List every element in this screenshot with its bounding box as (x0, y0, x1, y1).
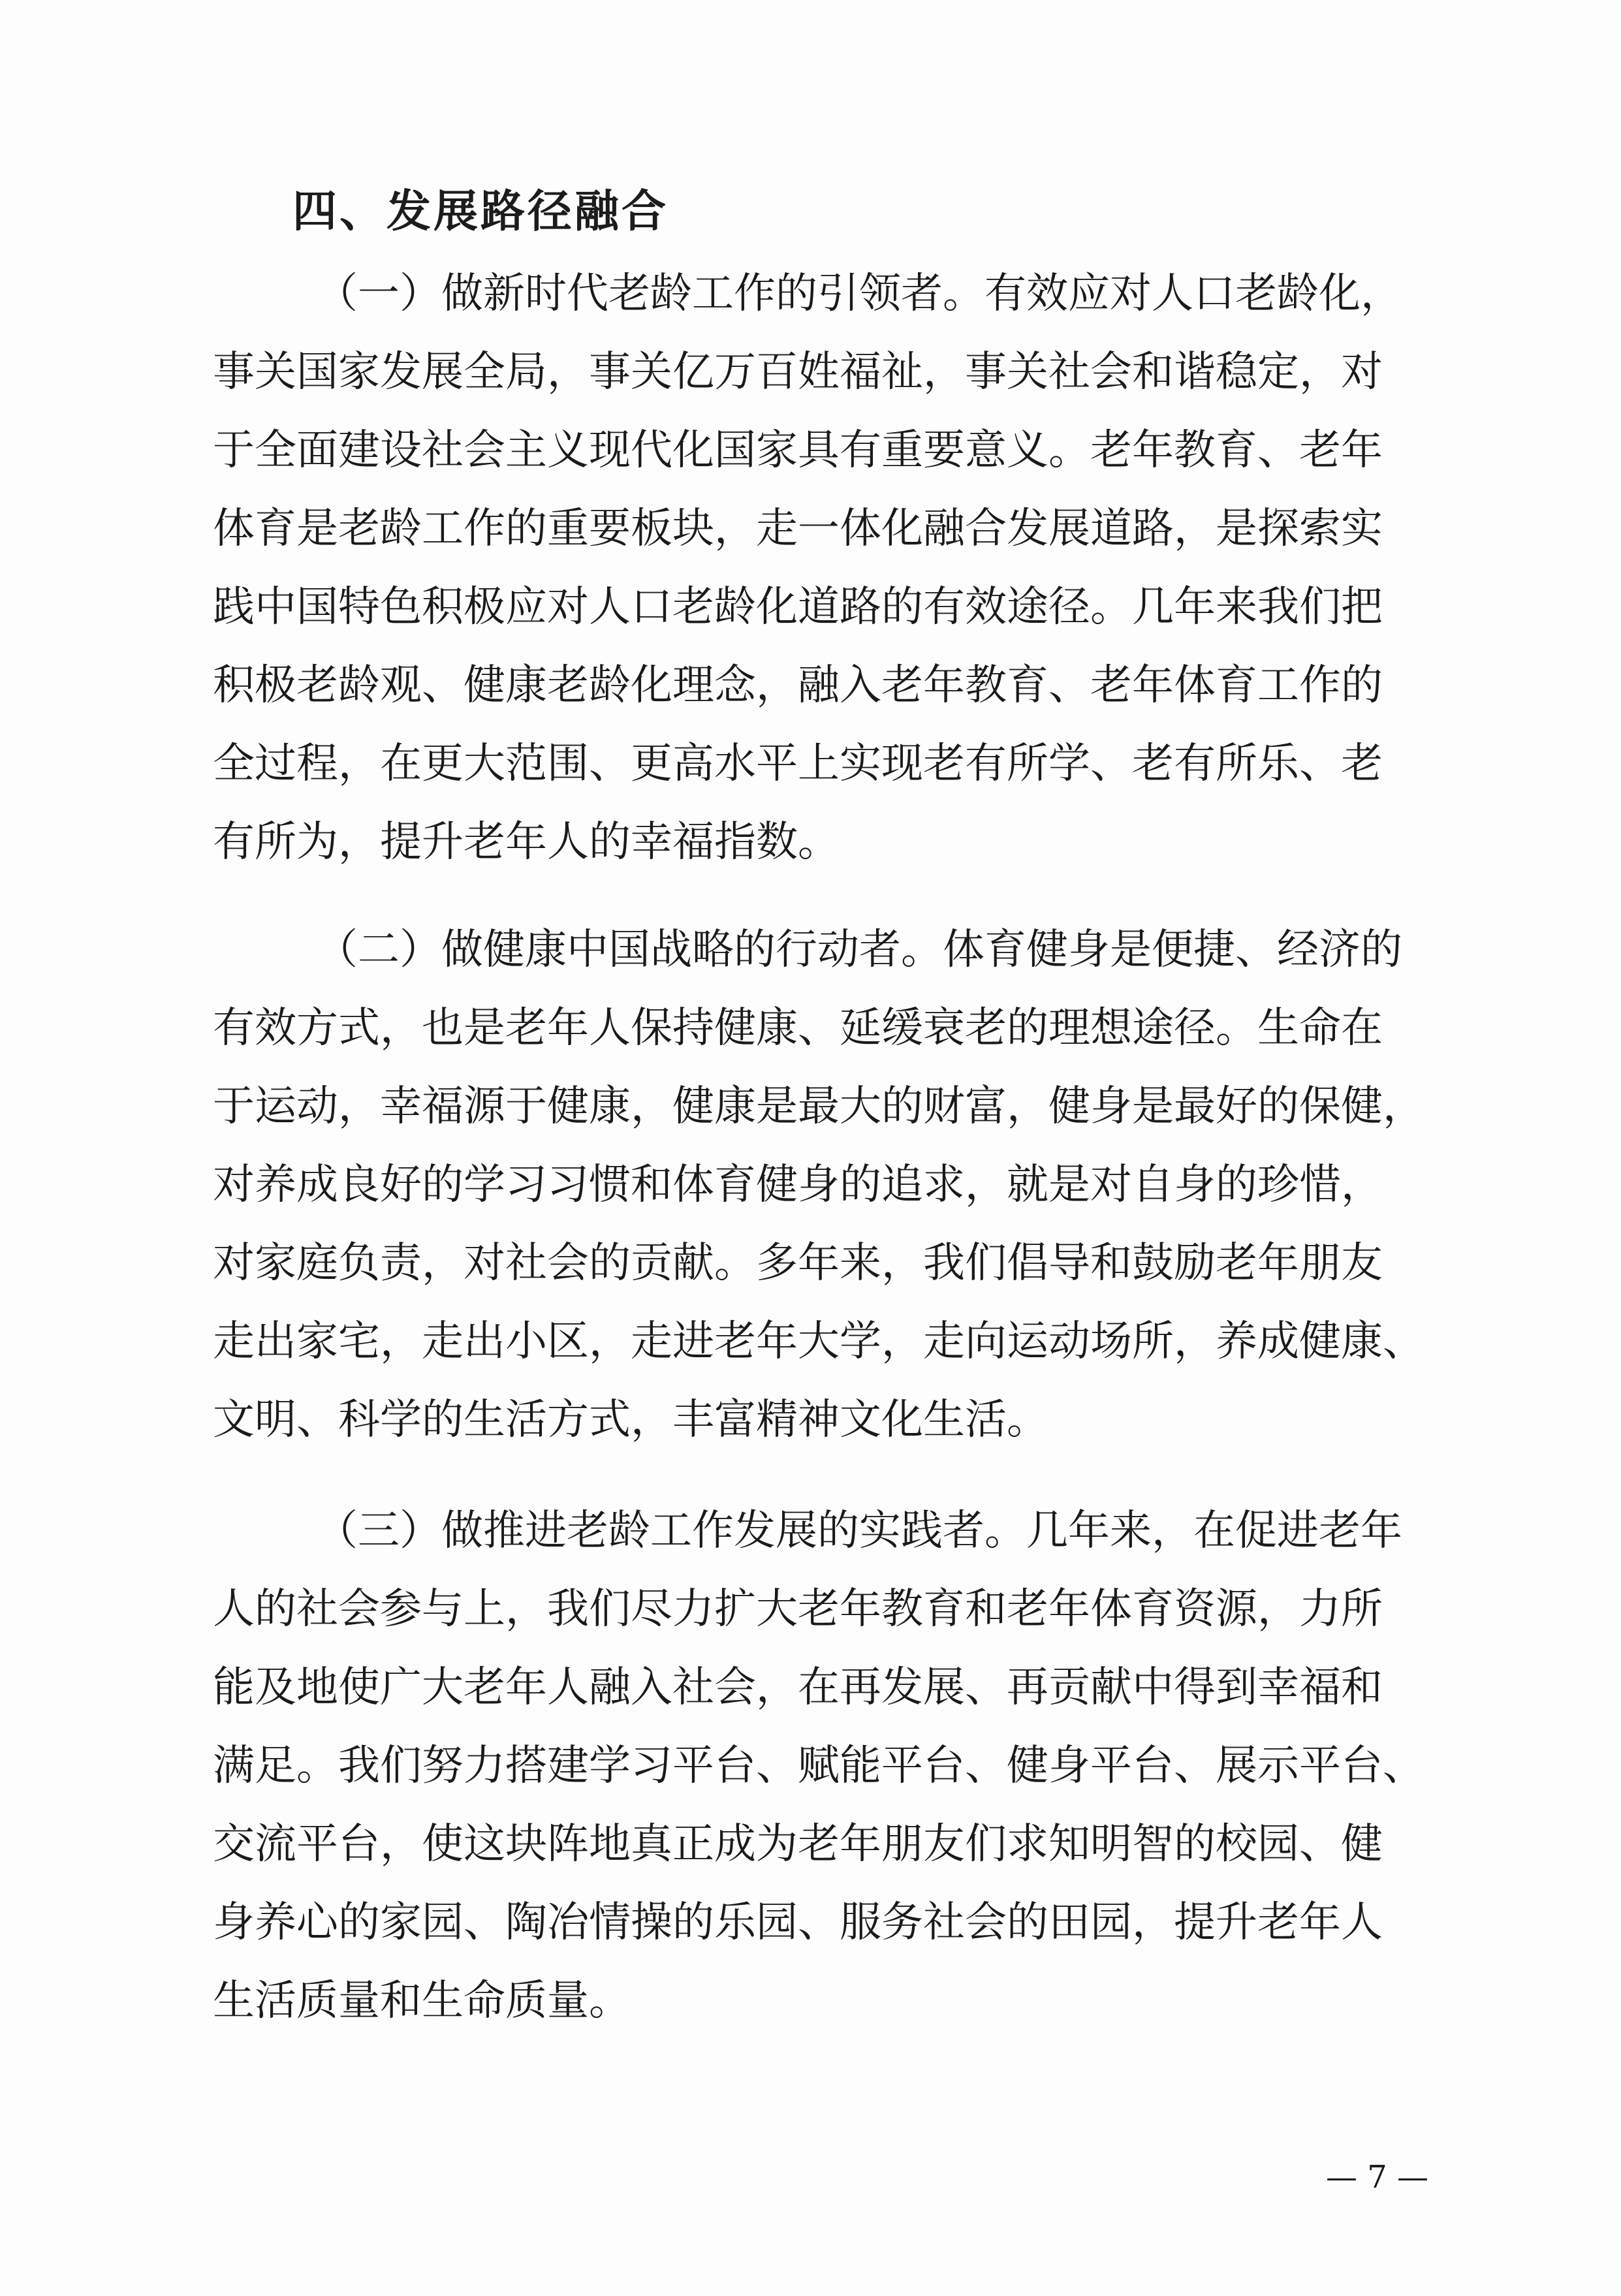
paragraph-3-line-6: 身养心的家园、陶冶情操的乐园、服务社会的田园，提升老年人 (213, 1898, 1383, 1947)
paragraph-1-line-7: 全过程，在更大范围、更高水平上实现老有所学、老有所乐、老 (213, 740, 1383, 788)
paragraph-2-line-2: 有效方式，也是老年人保持健康、延缓衰老的理想途径。生命在 (213, 1004, 1383, 1052)
paragraph-3-line-7: 生活质量和生命质量。 (213, 1977, 631, 2025)
paragraph-3-line-1: （三）做推进老龄工作发展的实践者。几年来，在促进老年 (316, 1507, 1402, 1555)
paragraph-1-line-5: 践中国特色积极应对人口老龄化道路的有效途径。几年来我们把 (213, 583, 1383, 631)
section-heading: 四、发展路径融合 (292, 186, 669, 238)
paragraph-2-line-4: 对养成良好的学习习惯和体育健身的追求，就是对自身的珍惜， (213, 1161, 1383, 1209)
paragraph-1-line-3: 于全面建设社会主义现代化国家具有重要意义。老年教育、老年 (213, 426, 1383, 475)
paragraph-2-line-1: （二）做健康中国战略的行动者。体育健身是便捷、经济的 (316, 926, 1402, 974)
paragraph-3-line-3: 能及地使广大老年人融入社会，在再发展、再贡献中得到幸福和 (213, 1663, 1383, 1712)
paragraph-1-line-6: 积极老龄观、健康老龄化理念，融入老年教育、老年体育工作的 (213, 661, 1383, 710)
paragraph-1-line-4: 体育是老龄工作的重要板块，走一体化融合发展道路，是探索实 (213, 505, 1383, 553)
paragraph-1-line-1: （一）做新时代老龄工作的引领者。有效应对人口老龄化， (316, 270, 1402, 318)
paragraph-1-line-2: 事关国家发展全局，事关亿万百姓福祉，事关社会和谐稳定，对 (213, 348, 1383, 396)
paragraph-2-line-6: 走出家宅，走出小区，走进老年大学，走向运动场所，养成健康、 (213, 1317, 1424, 1366)
paragraph-3-line-2: 人的社会参与上，我们尽力扩大老年教育和老年体育资源，力所 (213, 1585, 1383, 1633)
paragraph-2-line-5: 对家庭负责，对社会的贡献。多年来，我们倡导和鼓励老年朋友 (213, 1239, 1383, 1287)
page-number: — 7 — (1325, 2159, 1428, 2195)
paragraph-2-line-7: 文明、科学的生活方式，丰富精神文化生活。 (213, 1396, 1048, 1444)
paragraph-1-line-8: 有所为，提升老年人的幸福指数。 (213, 818, 840, 866)
paragraph-2-line-3: 于运动，幸福源于健康，健康是最大的财富，健身是最好的保健， (213, 1082, 1424, 1131)
paragraph-3-line-4: 满足。我们努力搭建学习平台、赋能平台、健身平台、展示平台、 (213, 1742, 1424, 1790)
paragraph-3-line-5: 交流平台，使这块阵地真正成为老年朋友们求知明智的校园、健 (213, 1820, 1383, 1868)
